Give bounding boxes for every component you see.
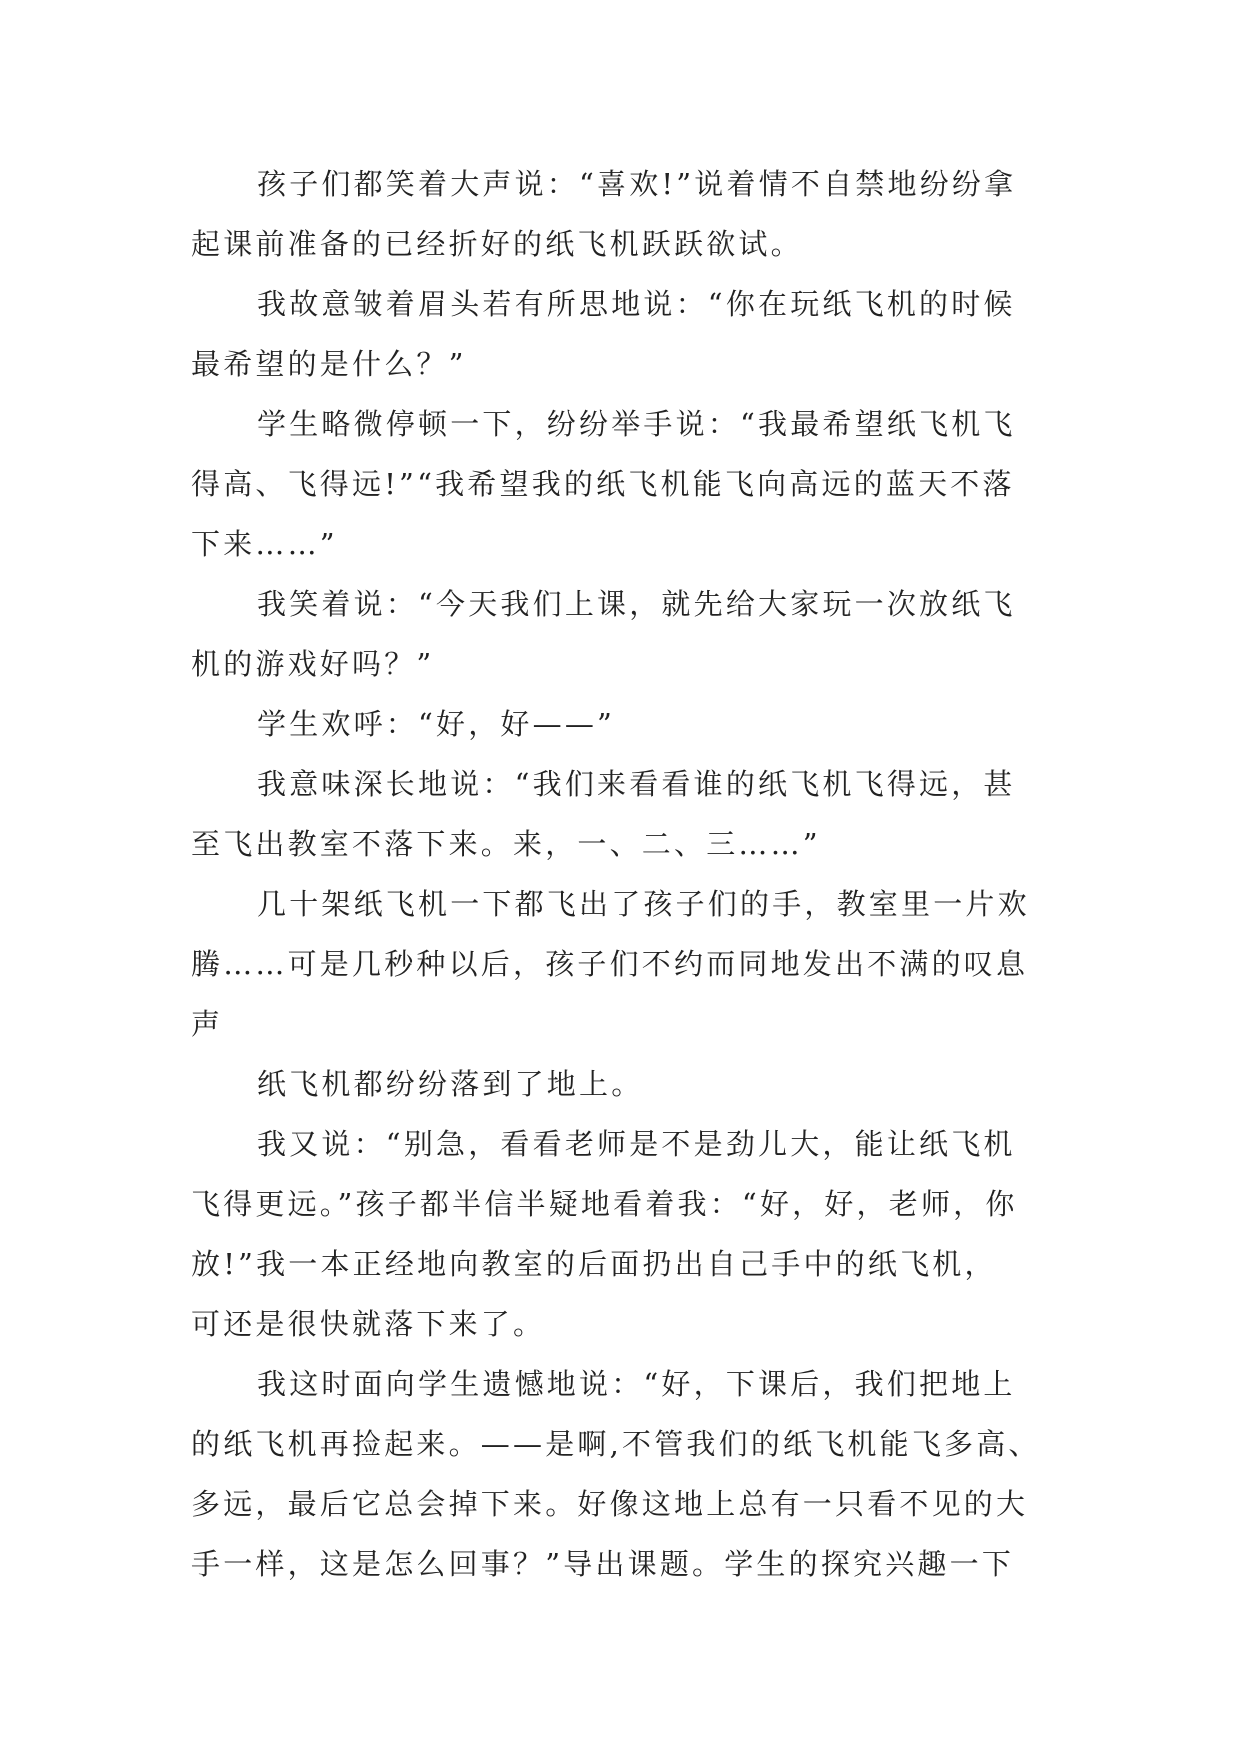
text-line: 机的游戏好吗？” <box>191 647 435 681</box>
text-line: 几十架纸飞机一下都飞出了孩子们的手，教室里一片欢 <box>257 887 1030 921</box>
text-line: 我又说：“别急，看看老师是不是劲儿大，能让纸飞机 <box>257 1127 1016 1161</box>
document-body <box>191 160 1051 1600</box>
text-line: 放!”我一本正经地向教室的后面扔出自己手中的纸飞机， <box>191 1247 997 1281</box>
text-line: 我这时面向学生遗憾地说：“好，下课后，我们把地上 <box>257 1367 1016 1401</box>
text-line: 我意味深长地说：“我们来看看谁的纸飞机飞得远，甚 <box>257 767 1016 801</box>
text-line: 手一样，这是怎么回事？”导出课题。学生的探究兴趣一下 <box>191 1547 1015 1581</box>
text-line: 孩子们都笑着大声说：“喜欢!”说着情不自禁地纷纷拿 <box>257 167 1017 201</box>
text-line: 学生欢呼：“好，好——” <box>257 707 616 741</box>
text-line: 的纸飞机再捡起来。——是啊,不管我们的纸飞机能飞多高、 <box>191 1427 1041 1461</box>
text-line: 我故意皱着眉头若有所思地说：“你在玩纸飞机的时候 <box>257 287 1016 321</box>
text-line: 我笑着说：“今天我们上课，就先给大家玩一次放纸飞 <box>257 587 1016 621</box>
text-line: 纸飞机都纷纷落到了地上。 <box>257 1067 644 1101</box>
text-line: 下来……” <box>191 527 338 561</box>
text-line: 飞得更远。”孩子都半信半疑地看着我：“好，好，老师，你 <box>191 1187 1018 1221</box>
text-line: 至飞出教室不落下来。来，一、二、三……” <box>191 827 821 861</box>
text-line: 学生略微停顿一下，纷纷举手说：“我最希望纸飞机飞 <box>257 407 1016 441</box>
text-line: 多远，最后它总会掉下来。好像这地上总有一只看不见的大 <box>191 1487 1029 1521</box>
text-line: 起课前准备的已经折好的纸飞机跃跃欲试。 <box>191 227 803 261</box>
text-line: 可还是很快就落下来了。 <box>191 1307 546 1341</box>
text-line: 腾……可是几秒种以后，孩子们不约而同地发出不满的叹息 <box>191 947 1029 981</box>
text-line: 得高、飞得远!”“我希望我的纸飞机能飞向高远的蓝天不落 <box>191 467 1015 501</box>
text-line: 最希望的是什么？” <box>191 347 467 381</box>
text-line: 声 <box>191 1007 224 1041</box>
